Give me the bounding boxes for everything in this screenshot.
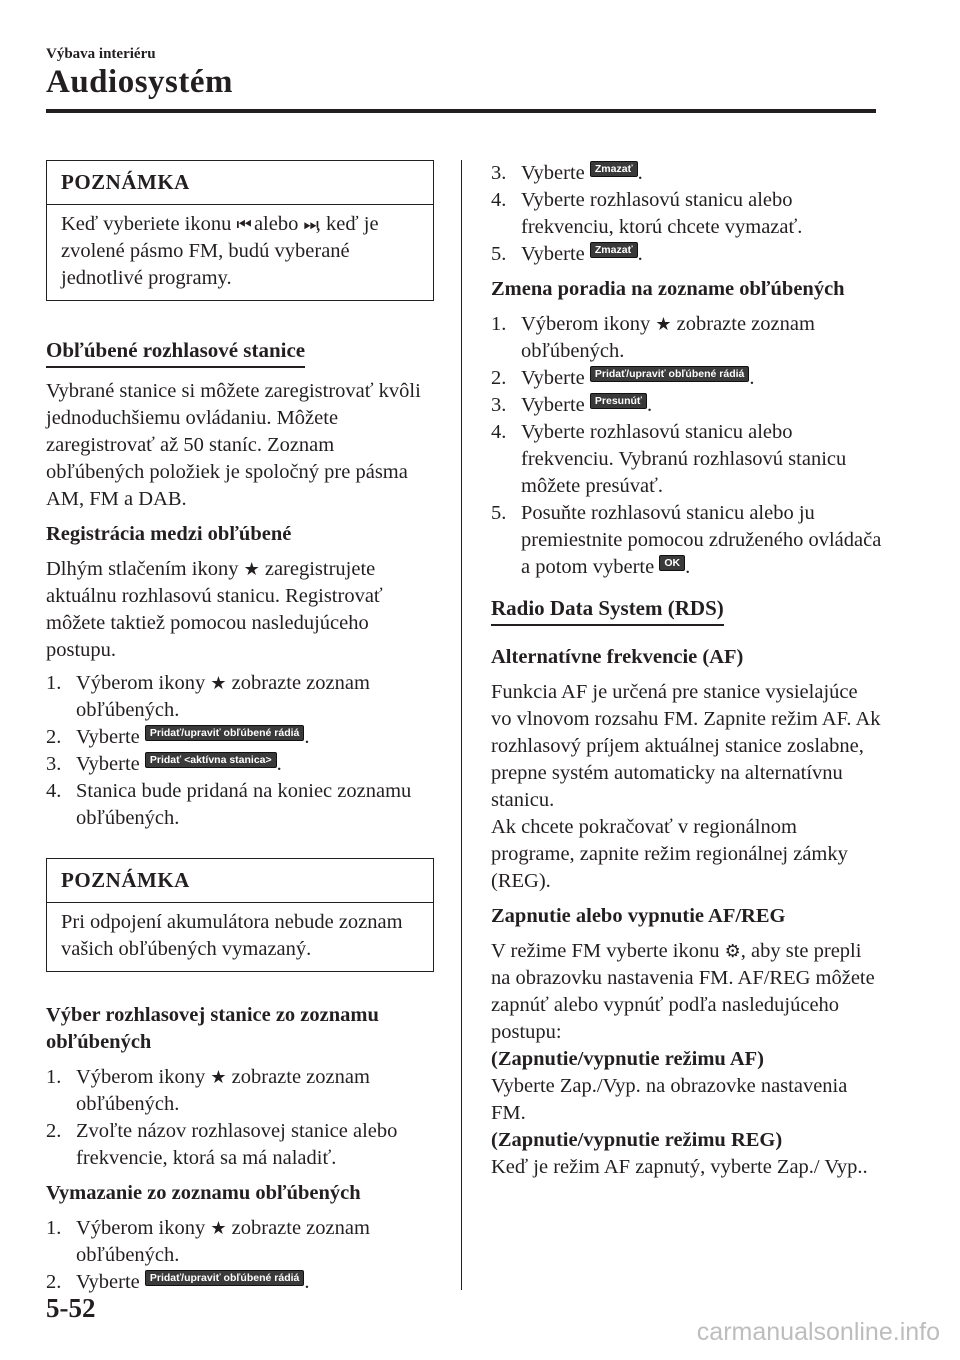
screen-button: Pridať/upraviť obľúbené rádiá	[145, 1270, 304, 1286]
page-title: Audiosystém	[46, 64, 234, 100]
list-item: 1. Výberom ikony ★ zobrazte zoznam obľúbených.	[491, 313, 815, 362]
steps-list	[46, 670, 434, 832]
watermark: carmanualsonline.info	[696, 1318, 940, 1346]
list-item: 2. Vyberte Pridať/upraviť obľúbené rádiá .	[46, 1271, 310, 1293]
list-item: 1. Výberom ikony ★ zobrazte zoznam obľúbených.	[46, 672, 370, 721]
steps-list	[491, 160, 883, 268]
star-icon: ★	[655, 314, 672, 334]
mode-heading: (Zapnutie/vypnutie režimu REG)	[491, 1129, 783, 1151]
steps-list	[46, 1215, 434, 1296]
screen-button: OK	[659, 555, 685, 571]
section-title: Radio Data System (RDS)	[491, 595, 724, 626]
list-item: 5. Vyberte Zmazať .	[491, 243, 643, 265]
page-number: 5-52	[46, 1293, 96, 1323]
star-icon: ★	[210, 673, 227, 693]
subheading: Registrácia medzi obľúbené	[46, 523, 292, 545]
list-item: 4. Stanica bude pridaná na koniec zoznamu obľúbených.	[46, 780, 412, 829]
list-item: 2. Zvoľte názov rozhlasovej stanice alebo frekvencie, ktorá sa má naladiť.	[46, 1120, 398, 1169]
paragraph: Ak chcete pokračovať v regionálnom programe, zapnite režim regionálnej zámky (REG).	[491, 816, 848, 892]
list-item: 4. Vyberte rozhlasovú stanicu alebo frekvenciu, ktorú chcete vymazať.	[491, 189, 803, 238]
list-item: 1. Výberom ikony ★ zobrazte zoznam obľúbených.	[46, 1217, 370, 1266]
list-item: 3. Vyberte Zmazať .	[491, 162, 643, 184]
right-column	[491, 160, 883, 1181]
section-title: Obľúbené rozhlasové stanice	[46, 337, 305, 368]
left-column	[46, 160, 434, 1304]
note-title: POZNÁMKA	[47, 161, 433, 205]
note-body: Keď vyberiete ikonu ⏮ alebo ⏭, keď je zvolené pásmo FM, budú vyberané jednotlivé programy.	[61, 213, 379, 289]
list-item: 5. Posuňte rozhlasovú stanicu alebo ju premiestnite pomocou združeného ovládača a potom vyberte OK .	[491, 502, 882, 578]
list-item: 2. Vyberte Pridať/upraviť obľúbené rádiá .	[491, 367, 755, 389]
paragraph: Vybrané stanice si môžete zaregistrovať kvôli jednoduchšiemu ovládaniu. Môžete zaregistrovať až 50 staníc. Zoznam obľúbených položiek je spoločný pre pásma AM, FM a DAB.	[46, 380, 421, 510]
star-icon: ★	[243, 559, 260, 579]
mode-heading: (Zapnutie/vypnutie režimu AF)	[491, 1048, 764, 1070]
screen-button: Zmazať	[590, 242, 638, 258]
skip-back-icon: ⏮	[236, 215, 249, 234]
list-item: 1. Výberom ikony ★ zobrazte zoznam obľúbených.	[46, 1066, 370, 1115]
steps-list	[46, 1064, 434, 1172]
gear-icon: ⚙	[724, 941, 741, 962]
paragraph: V režime FM vyberte ikonu ⚙, aby ste prepli na obrazovku nastavenia FM. AF/REG môžete zapnúť alebo vypnúť podľa nasledujúceho postupu:	[491, 940, 875, 1043]
screen-button: Pridať/upraviť obľúbené rádiá	[145, 725, 304, 741]
subheading: Výber rozhlasovej stanice zo zoznamu obľúbených	[46, 1004, 379, 1053]
subheading: Vymazanie zo zoznamu obľúbených	[46, 1182, 361, 1204]
screen-button: Pridať <aktívna stanica>	[145, 752, 277, 768]
paragraph: Vyberte Zap./Vyp. na obrazovke nastavenia FM.	[491, 1075, 848, 1124]
paragraph: Funkcia AF je určená pre stanice vysielajúce vo vlnovom rozsahu FM. Zapnite režim AF. Ak rozhlasový príjem aktuálnej stanice zoslabne, prepne systém automaticky na alternatívnu stanicu.	[491, 681, 881, 811]
steps-list	[491, 311, 883, 581]
list-item: 2. Vyberte Pridať/upraviť obľúbené rádiá .	[46, 726, 310, 748]
subheading: Zapnutie alebo vypnutie AF/REG	[491, 905, 786, 927]
header-section: Výbava interiéru	[46, 46, 156, 62]
note-body: Pri odpojení akumulátora nebude zoznam vašich obľúbených vymazaný.	[61, 911, 403, 960]
star-icon: ★	[210, 1218, 227, 1238]
column-divider	[461, 160, 462, 1290]
list-item: 3. Vyberte Pridať <aktívna stanica> .	[46, 753, 282, 775]
screen-button: Presunúť	[590, 393, 647, 409]
note-box	[46, 160, 434, 301]
paragraph: Dlhým stlačením ikony ★ zaregistrujete aktuálnu rozhlasovú stanicu. Registrovať môžete taktiež pomocou nasledujúceho postupu.	[46, 558, 383, 661]
list-item: 4. Vyberte rozhlasovú stanicu alebo frekvenciu. Vybranú rozhlasovú stanicu môžete presúvať.	[491, 421, 847, 497]
note-box	[46, 858, 434, 972]
skip-forward-icon: ⏭	[303, 215, 316, 234]
subheading: Alternatívne frekvencie (AF)	[491, 646, 744, 668]
subheading: Zmena poradia na zozname obľúbených	[491, 278, 845, 300]
list-item: 3. Vyberte Presunúť .	[491, 394, 653, 416]
note-title: POZNÁMKA	[47, 859, 433, 903]
header-rule	[46, 109, 876, 113]
paragraph: Keď je režim AF zapnutý, vyberte Zap./ Vyp..	[491, 1156, 868, 1178]
star-icon: ★	[210, 1067, 227, 1087]
screen-button: Pridať/upraviť obľúbené rádiá	[590, 366, 749, 382]
screen-button: Zmazať	[590, 161, 638, 177]
